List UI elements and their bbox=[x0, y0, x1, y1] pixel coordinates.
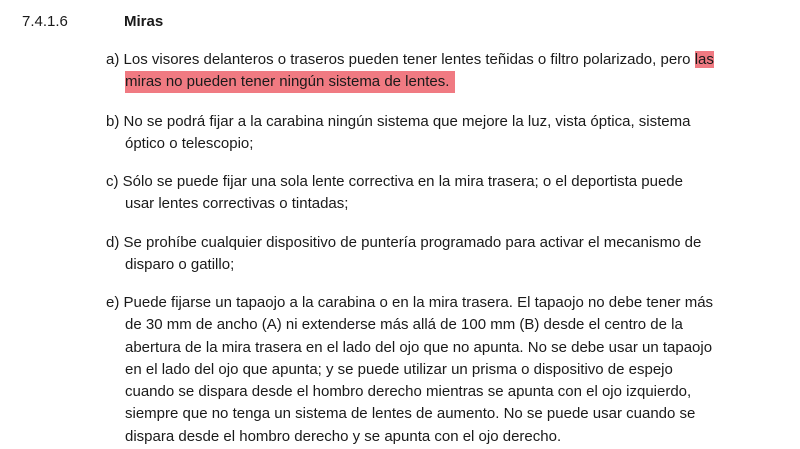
item-e-line-4: en el lado del ojo que apunta; y se puede utilizar un prisma o dispositivo de espejo bbox=[125, 360, 673, 378]
item-a-line-1 bbox=[106, 49, 766, 71]
item-c-line-2: usar lentes correctivas o tintadas; bbox=[125, 195, 349, 212]
item-e-line-1: e) Puede fijarse un tapaojo a la carabina o en la mira trasera. El tapaojo no debe tener más bbox=[106, 294, 714, 311]
item-c-line-1: c) Sólo se puede fijar una sola lente correctiva en la mira trasera; o el deportista puede bbox=[106, 173, 683, 190]
item-a-text: a) Los visores delanteros o traseros pueden tener lentes teñidas o filtro polarizado, pero bbox=[106, 51, 695, 68]
list-item-e bbox=[106, 292, 766, 448]
item-e-line-3: abertura de la mira trasera en el lado del ojo que no apunta. No se debe usar un tapaojo bbox=[125, 338, 713, 356]
item-e-line-6: siempre que no tenga un sistema de lentes de aumento. No se puede usar cuando se bbox=[125, 405, 696, 423]
item-e-line-2: de 30 mm de ancho (A) ni extenderse más allá de 100 mm (B) desde el centro de la bbox=[125, 316, 683, 334]
highlighted-text: miras no pueden tener ningún sistema de lentes. bbox=[125, 71, 455, 93]
item-d-line-2: disparo o gatillo; bbox=[125, 256, 235, 273]
item-b-line-2: óptico o telescopio; bbox=[125, 135, 254, 152]
item-d-line-1: d) Se prohíbe cualquier dispositivo de puntería programado para activar el mecanismo de bbox=[106, 234, 702, 251]
list-item-c bbox=[106, 171, 766, 215]
item-a-line-2 bbox=[106, 71, 766, 93]
item-e-line-5: cuando se dispara desde el hombro derecho mientras se apunta con el ojo izquierdo, bbox=[125, 383, 692, 401]
section-title: Miras bbox=[124, 13, 164, 30]
item-b-line-1: b) No se podrá fijar a la carabina ningún sistema que mejore la luz, vista óptica, sistema bbox=[106, 113, 691, 130]
list-item-a bbox=[106, 49, 766, 93]
highlighted-text: las bbox=[694, 51, 714, 68]
section-number: 7.4.1.6 bbox=[22, 13, 68, 30]
list-item-b bbox=[106, 111, 766, 155]
list-item-d bbox=[106, 232, 766, 276]
item-e-line-7: dispara desde el hombro derecho y se apunta con el ojo derecho. bbox=[125, 427, 562, 445]
